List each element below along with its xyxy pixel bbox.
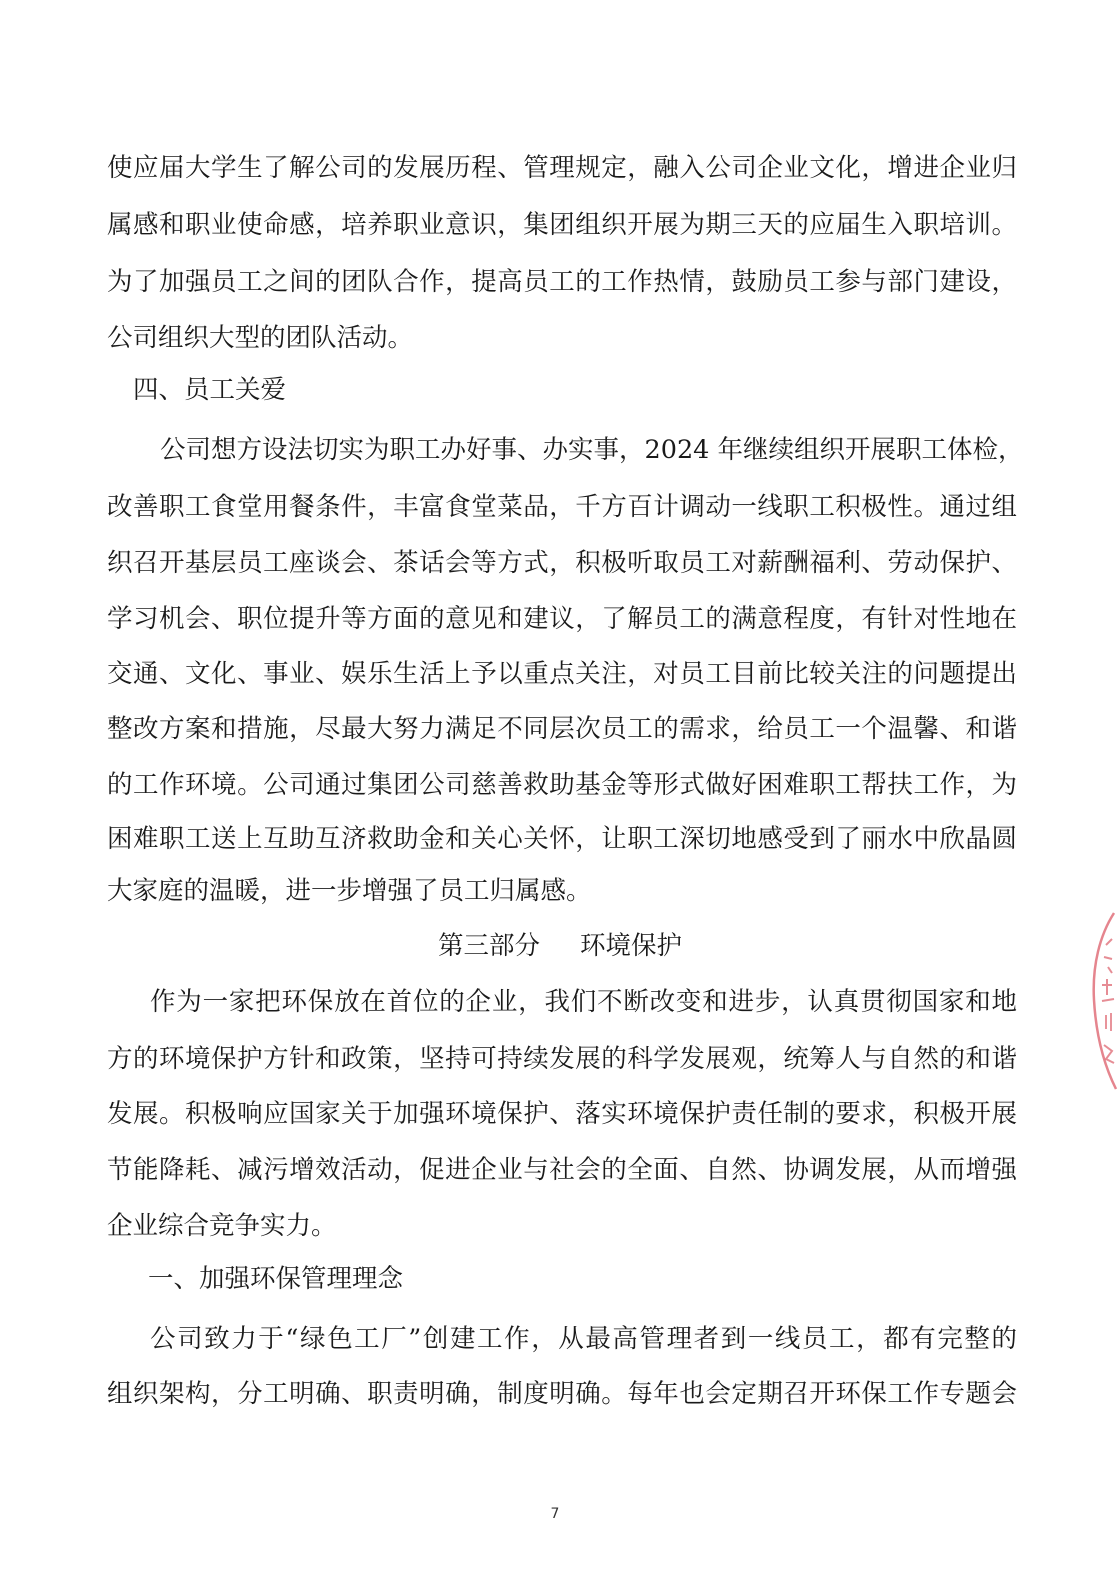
body-line: 织召开基层员工座谈会、茶话会等方式，积极听取员工对薪酬福利、劳动保护、 — [107, 548, 1017, 578]
body-line: 使应届大学生了解公司的发展历程、管理规定，融入公司企业文化，增进企业归 — [107, 153, 1017, 183]
body-line: 企业综合竞争实力。 — [107, 1211, 337, 1241]
section-title-part: 第三部分 — [437, 931, 540, 961]
body-line: 发展。积极响应国家关于加强环境保护、落实环境保护责任制的要求，积极开展 — [107, 1099, 1017, 1129]
body-line: 作为一家把环保放在首位的企业，我们不断改变和进步，认真贯彻国家和地 — [150, 987, 1017, 1017]
body-line: 公司想方设法切实为职工办好事、办实事，2024 年继续组织开展职工体检， — [160, 435, 1024, 465]
body-line: 为了加强员工之间的团队合作，提高员工的工作热情，鼓励员工参与部门建设， — [107, 267, 1017, 297]
body-line: 学习机会、职位提升等方面的意见和建议，了解员工的满意程度，有针对性地在 — [107, 604, 1017, 634]
section-title-name: 环境保护 — [580, 931, 683, 961]
body-line: 组织架构，分工明确、职责明确，制度明确。每年也会定期召开环保工作专题会 — [107, 1379, 1017, 1409]
body-line: 方的环境保护方针和政策，坚持可持续发展的科学发展观，统筹人与自然的和谐 — [107, 1044, 1017, 1074]
body-line: 公司致力于“绿色工厂”创建工作，从最高管理者到一线员工，都有完整的 — [150, 1324, 1017, 1354]
body-line: 大家庭的温暖，进一步增强了员工归属感。 — [107, 876, 592, 906]
section-heading-employee-care: 四、员工关爱 — [133, 375, 287, 405]
body-line: 改善职工食堂用餐条件，丰富食堂菜品，千方百计调动一线职工积极性。通过组 — [107, 492, 1017, 522]
body-line: 交通、文化、事业、娱乐生活上予以重点关注，对员工目前比较关注的问题提出 — [107, 659, 1017, 689]
section-heading-environmental-concept: 一、加强环保管理理念 — [148, 1264, 404, 1294]
body-line: 公司组织大型的团队活动。 — [107, 323, 414, 353]
page-number: 7 — [550, 1506, 560, 1522]
body-line: 困难职工送上互助互济救助金和关心关怀，让职工深切地感受到了丽水中欣晶圆 — [107, 824, 1017, 854]
seal-stamp-icon — [1080, 905, 1120, 1095]
body-line: 节能降耗、减污增效活动，促进企业与社会的全面、自然、协调发展，从而增强 — [107, 1155, 1017, 1185]
body-line: 整改方案和措施，尽最大努力满足不同层次员工的需求，给员工一个温馨、和谐 — [107, 714, 1017, 744]
body-line: 的工作环境。公司通过集团公司慈善救助基金等形式做好困难职工帮扶工作，为 — [107, 770, 1017, 800]
body-line: 属感和职业使命感，培养职业意识，集团组织开展为期三天的应届生入职培训。 — [107, 210, 1017, 240]
section-title — [0, 926, 1120, 966]
